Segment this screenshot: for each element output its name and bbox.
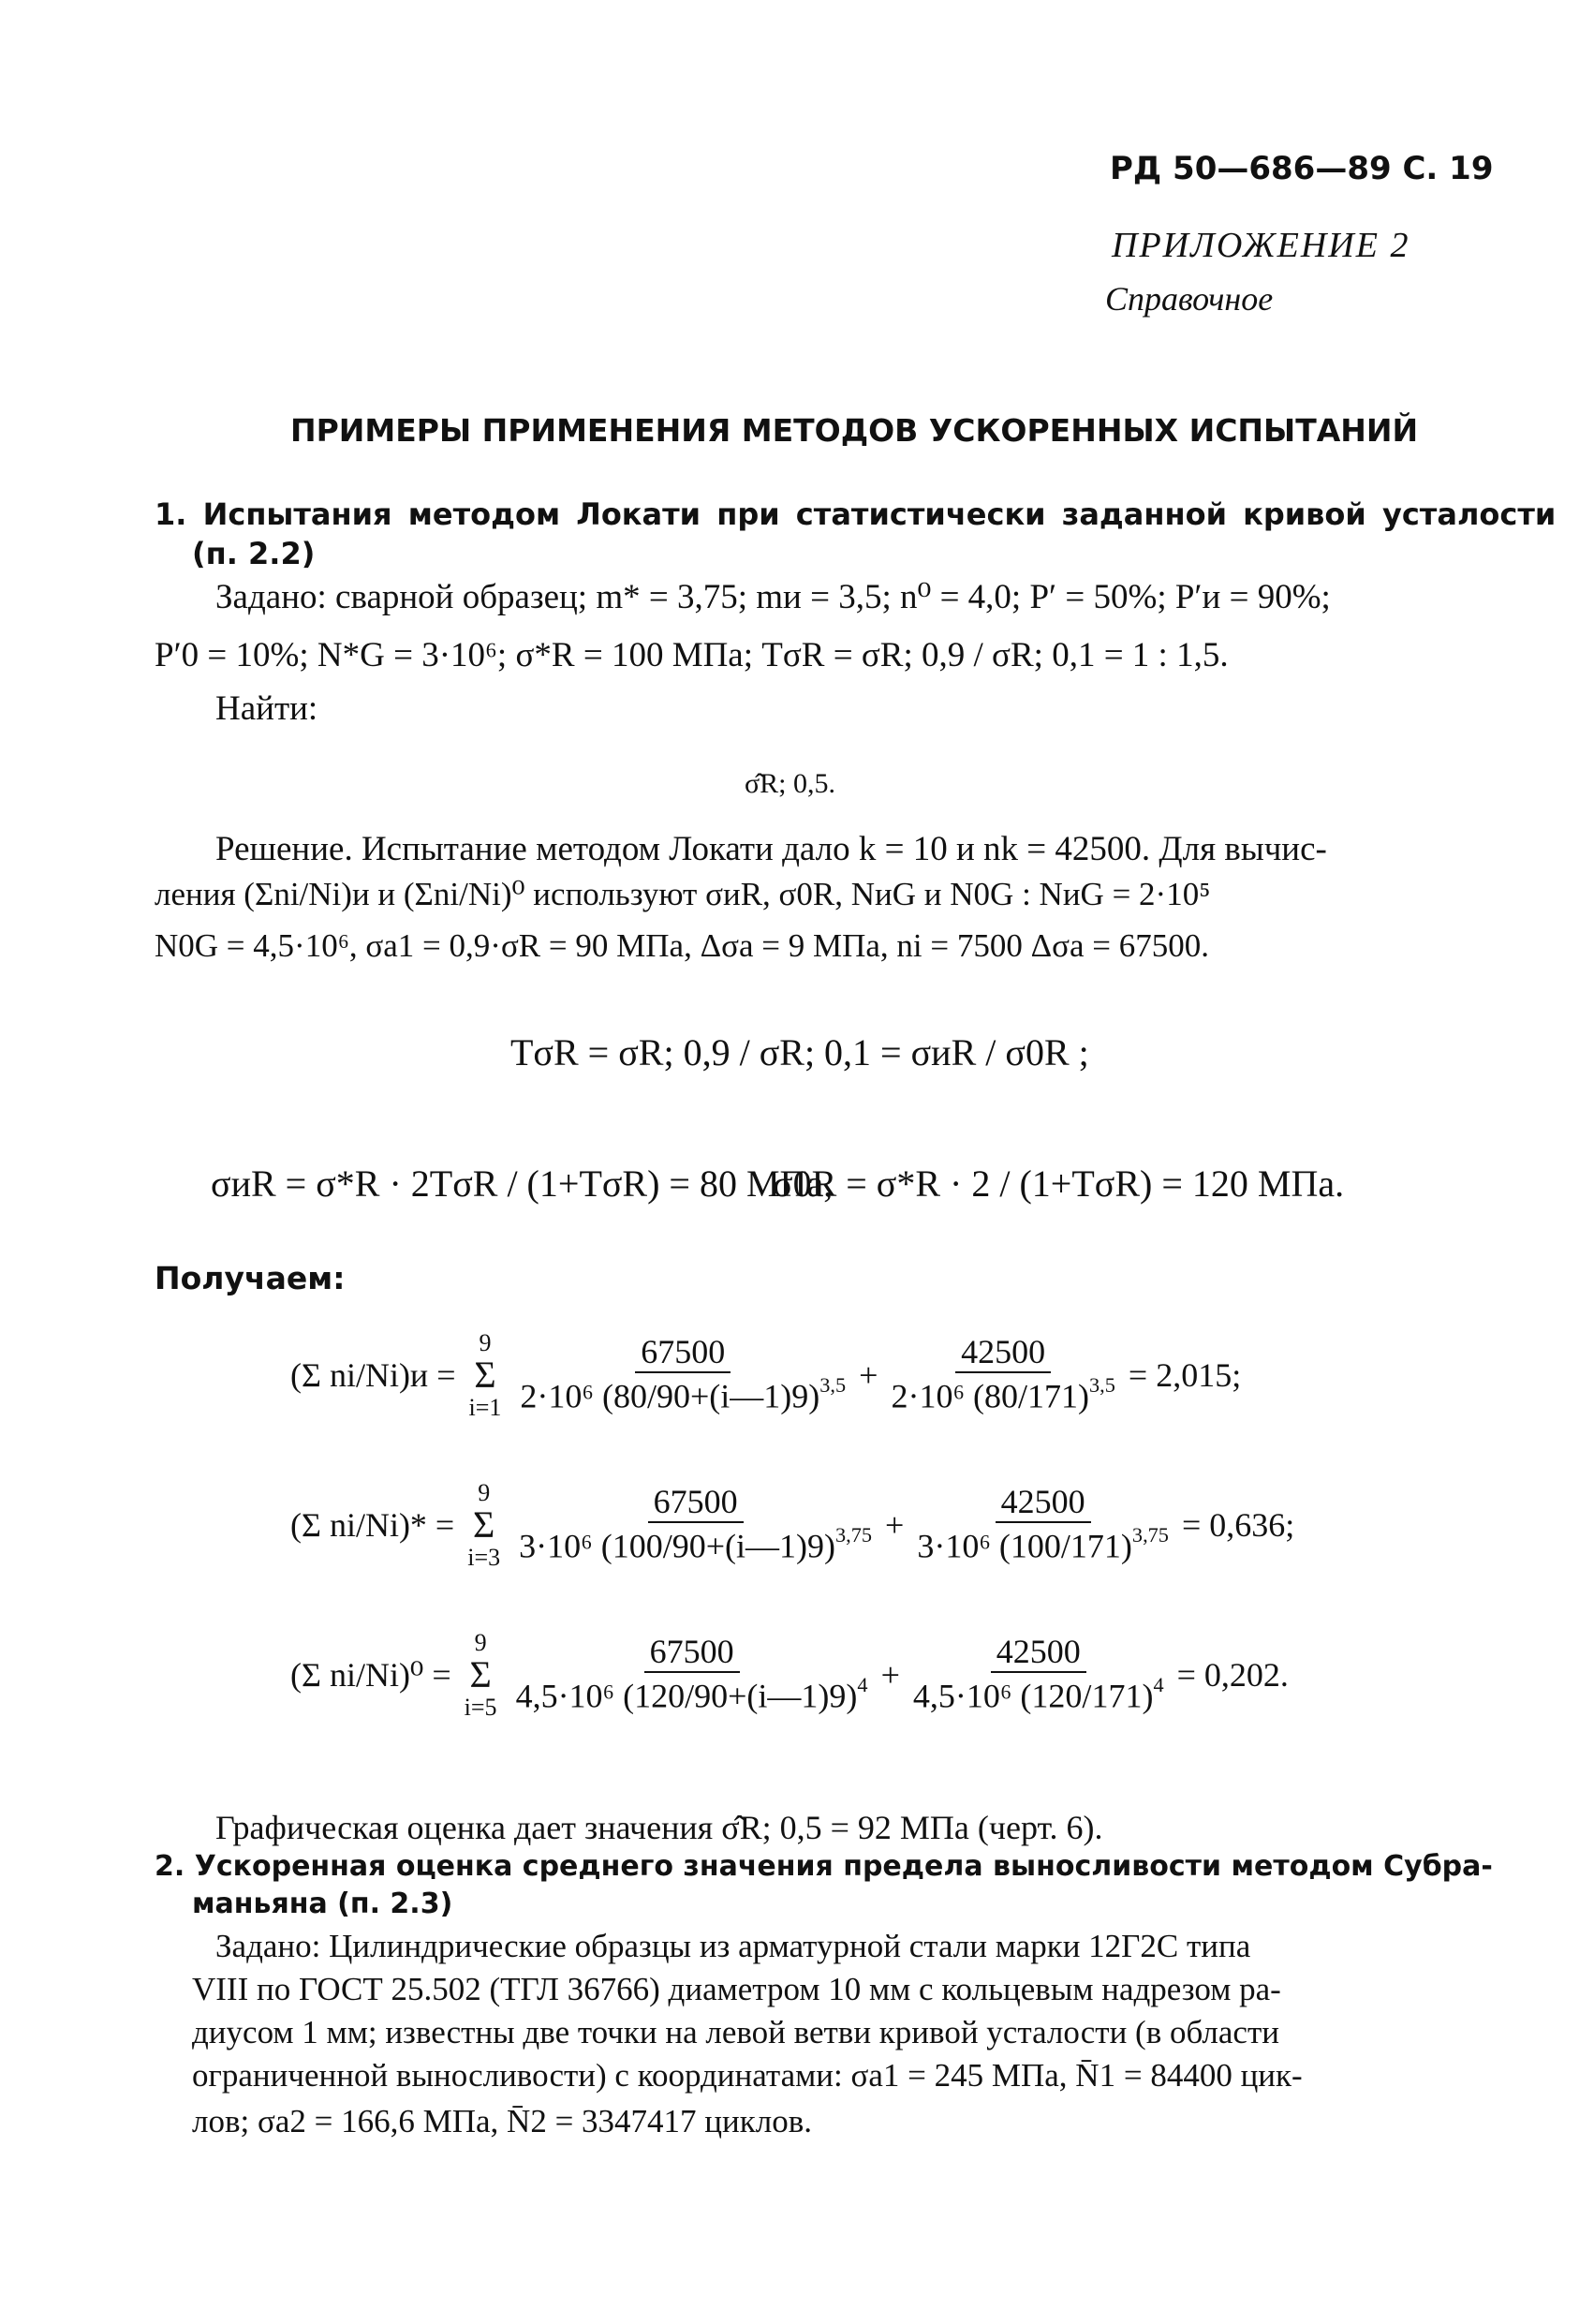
- sum-operator: [469, 1330, 502, 1421]
- section1-given-line1: Задано: сварной образец; m* = 3,75; mи = 3,5; n⁰ = 4,0; P′ = 50%; P′и = 90%;: [215, 578, 1331, 616]
- section1-solution-line3: N0G = 4,5·10⁶, σa1 = 0,9·σR = 90 МПа, Δσa = 9 МПа, ni = 7500 Δσa = 67500.: [155, 927, 1210, 964]
- term-numerator: 67500: [635, 1334, 731, 1373]
- section2-body-line4: ограниченной выносливости) с координатами: σa1 = 245 МПа, N̄1 = 84400 цик-: [192, 2057, 1303, 2094]
- sum-operator: [467, 1480, 500, 1571]
- sum-lhs: (Σ ni/Ni)⁰ =: [290, 1656, 451, 1695]
- term-denominator: 2·10⁶ $(80/171)^{3,5}$: [891, 1372, 1115, 1415]
- exponent: 3,75: [834, 1522, 873, 1547]
- exponent: 3,5: [1089, 1372, 1115, 1397]
- term-denominator: 4,5·10⁶ $(120/171)^4$: [912, 1672, 1164, 1715]
- section2-body-line2: VIII по ГОСТ 25.502 (ТГЛ 36766) диаметром 10 мм с кольцевым надрезом ра-: [192, 1971, 1281, 2007]
- section2-heading-ref: маньяна (п. 2.3): [192, 1887, 453, 1920]
- section2-body-line1: Задано: Цилиндрические образцы из арматурной стали марки 12Г2С типа: [215, 1928, 1251, 1964]
- term-1: [514, 1334, 851, 1417]
- term-numerator: 67500: [648, 1484, 744, 1523]
- equation-t-sigma: TσR = σR; 0,9 / σR; 0,1 = σиR / σ0R ;: [510, 1031, 1089, 1073]
- coef: 3·10⁶: [519, 1527, 593, 1565]
- term-2: [911, 1484, 1174, 1567]
- sigma-symbol: Σ: [474, 1354, 496, 1397]
- inner-den: 171: [1070, 1527, 1121, 1565]
- section1-heading: 1. Испытания методом Локати при статистически заданной кривой усталости: [155, 496, 1557, 532]
- section1-heading-ref: (п. 2.2): [192, 536, 316, 571]
- inner-num: 100: [612, 1527, 663, 1565]
- term-denominator: 3·10⁶ $(100/171)^{3,75}$: [917, 1522, 1169, 1565]
- sum-lower: i=1: [468, 1394, 502, 1422]
- term-1: [513, 1484, 878, 1567]
- sum-upper: 9: [474, 1629, 487, 1656]
- term-2: [908, 1634, 1170, 1717]
- inner-num: 120: [1031, 1677, 1083, 1715]
- inner-den: 90+(i—1)9: [694, 1677, 847, 1715]
- inner-den: 90+(i—1)9: [656, 1377, 809, 1415]
- equation-sigma-0: σ0R = σ*R · 2 / (1+TσR) = 120 МПа.: [773, 1162, 1345, 1205]
- sum-formula-star: [290, 1480, 1294, 1571]
- inner-num: 80: [613, 1377, 647, 1415]
- inner-num: 80: [984, 1377, 1018, 1415]
- sum-result: = 2,015;: [1128, 1356, 1242, 1395]
- plus-sign: +: [880, 1656, 900, 1695]
- term-1: [510, 1634, 874, 1717]
- exponent: 4: [1153, 1672, 1164, 1696]
- sigma-symbol: Σ: [473, 1503, 495, 1547]
- obtain-label: Получаем:: [155, 1260, 346, 1296]
- term-2: [885, 1334, 1120, 1417]
- sigma-symbol: Σ: [469, 1653, 492, 1696]
- sum-formula-0: [290, 1630, 1289, 1721]
- term-denominator: 4,5·10⁶ (120/90+(i—1)9)$^4$: [515, 1672, 868, 1715]
- coef: 2·10⁶: [891, 1377, 965, 1415]
- coef: 4,5·10⁶: [515, 1677, 615, 1715]
- sum-result: = 0,202.: [1176, 1656, 1289, 1695]
- section1-given-line2: P′0 = 10%; N*G = 3·10⁶; σ*R = 100 МПа; TσR = σR; 0,9 / σR; 0,1 = 1 : 1,5.: [155, 636, 1229, 674]
- sum-result: = 0,636;: [1181, 1506, 1295, 1545]
- section2-body-line5: лов; σa2 = 166,6 МПа, N̄2 = 3347417 циклов.: [192, 2103, 813, 2139]
- exponent: 3,5: [819, 1372, 847, 1397]
- inner-den: 90+(i—1)9: [672, 1527, 824, 1565]
- inner-num: 120: [634, 1677, 686, 1715]
- section2-heading: 2. Ускоренная оценка среднего значения предела выносливости методом Субра-: [155, 1850, 1493, 1883]
- graphic-estimate: Графическая оценка дает значения σ̂R; 0,5 = 92 МПа (черт. 6).: [215, 1809, 1103, 1846]
- sum-operator: [465, 1630, 497, 1721]
- appendix-type: Справочное: [1105, 280, 1274, 318]
- term-numerator: 42500: [955, 1334, 1051, 1373]
- section2-body-line3: диусом 1 мм; известны две точки на левой ветви кривой усталости (в области: [192, 2014, 1279, 2050]
- sum-lhs: (Σ ni/Ni)и =: [290, 1356, 456, 1395]
- exponent: 4: [857, 1672, 868, 1696]
- section1-find-value: σ̂R; 0,5.: [745, 768, 836, 799]
- equation-sigma-u: σиR = σ*R · 2TσR / (1+TσR) = 80 МПа,: [211, 1162, 834, 1205]
- inner-num: 100: [1010, 1527, 1061, 1565]
- sum-upper: 9: [479, 1329, 492, 1356]
- sum-formula-u: [290, 1330, 1241, 1421]
- sum-upper: 9: [478, 1479, 491, 1506]
- inner-den: 171: [1027, 1377, 1079, 1415]
- coef: 4,5·10⁶: [912, 1677, 1012, 1715]
- term-denominator: 2·10⁶ (80/90+(i—1)9)$^{3,5}$: [520, 1372, 847, 1415]
- coef: 3·10⁶: [917, 1527, 991, 1565]
- section1-solution-line1: Решение. Испытание методом Локати дало k = 10 и nk = 42500. Для вычис-: [215, 830, 1327, 868]
- plus-sign: +: [885, 1506, 905, 1545]
- section1-solution-line2: ления (Σni/Ni)и и (Σni/Ni)⁰ используют σиR, σ0R, NиG и N0G : NиG = 2·10⁵: [155, 876, 1211, 912]
- coef: 2·10⁶: [520, 1377, 594, 1415]
- section1-find-label: Найти:: [215, 689, 318, 728]
- term-numerator: 42500: [991, 1634, 1086, 1673]
- term-numerator: 42500: [996, 1484, 1091, 1523]
- sum-lhs: (Σ ni/Ni)* =: [290, 1506, 455, 1545]
- term-denominator: 3·10⁶ (100/90+(i—1)9)$^{3,75}$: [519, 1522, 873, 1565]
- sum-lower: i=5: [464, 1694, 497, 1722]
- term-numerator: 67500: [644, 1634, 740, 1673]
- sum-lower: i=3: [467, 1544, 501, 1572]
- inner-den: 171: [1091, 1677, 1143, 1715]
- appendix-label: ПРИЛОЖЕНИЕ 2: [1112, 226, 1410, 265]
- exponent: 3,75: [1131, 1522, 1169, 1547]
- doc-reference: РД 50—686—89 С. 19: [1110, 150, 1494, 187]
- plus-sign: +: [859, 1356, 878, 1395]
- page-title: ПРИМЕРЫ ПРИМЕНЕНИЯ МЕТОДОВ УСКОРЕННЫХ ИСПЫТАНИЙ: [290, 412, 1419, 449]
